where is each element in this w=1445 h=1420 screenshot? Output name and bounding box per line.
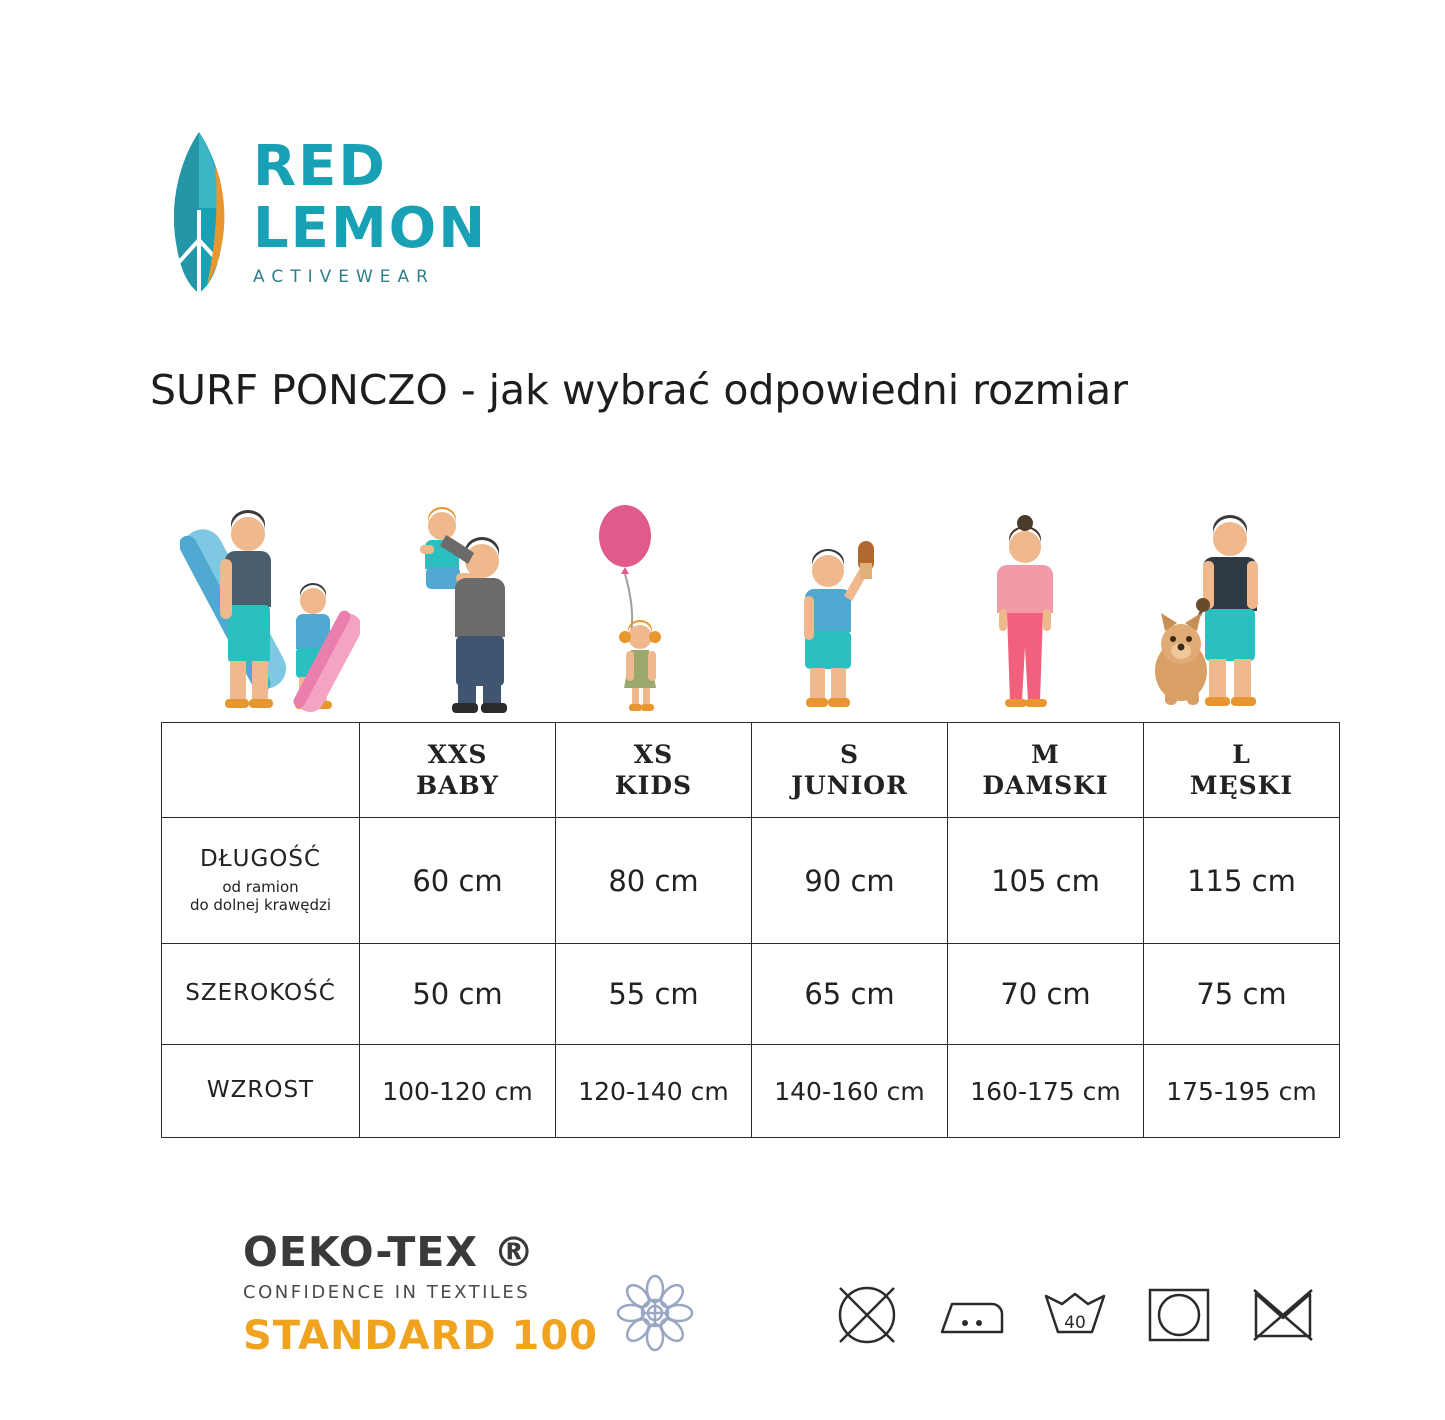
man-with-dog <box>1135 501 1295 720</box>
woman-standing <box>965 501 1085 720</box>
table-col-head-l <box>1144 723 1340 818</box>
girl-with-balloon <box>592 501 702 720</box>
col-size: XXS <box>427 739 488 769</box>
cell-wzrost-m: 160-175 cm <box>948 1045 1144 1138</box>
oeko-tex-subtitle: CONFIDENCE IN TEXTILES <box>243 1282 531 1303</box>
table-col-head-m <box>948 723 1144 818</box>
oeko-tex-standard: STANDARD 100 <box>243 1313 599 1359</box>
tumble-dry-icon <box>1142 1278 1216 1352</box>
row-label-dlugosc <box>162 818 360 944</box>
cell-dlugosc-xxs: 60 cm <box>360 818 556 944</box>
oeko-tex-flower-icon <box>607 1265 703 1365</box>
figure-row <box>160 470 1288 720</box>
cell-szerokosc-s: 65 cm <box>752 944 948 1045</box>
oeko-tex-title: OEKO-TEX ® <box>243 1228 536 1276</box>
surfboard-leaf-icon <box>163 130 235 295</box>
care-instructions <box>830 1278 1320 1352</box>
cell-wzrost-l: 175-195 cm <box>1144 1045 1340 1138</box>
table-row <box>162 818 1340 944</box>
table-col-head-s <box>752 723 948 818</box>
iron-low-heat-icon <box>934 1278 1008 1352</box>
col-size: S <box>839 739 860 769</box>
cell-dlugosc-m: 105 cm <box>948 818 1144 944</box>
table-row <box>162 1045 1340 1138</box>
table-corner-cell <box>162 723 360 818</box>
cell-szerokosc-m: 70 cm <box>948 944 1144 1045</box>
cell-szerokosc-l: 75 cm <box>1144 944 1340 1045</box>
cell-dlugosc-xs: 80 cm <box>556 818 752 944</box>
do-not-bleach-icon <box>830 1278 904 1352</box>
row-label-szerokosc: SZEROKOŚĆ <box>162 944 360 1045</box>
brand-tagline: ACTIVEWEAR <box>253 267 435 287</box>
wash-temp-label: 40 <box>1064 1313 1086 1333</box>
father-lifting-baby <box>390 501 540 720</box>
col-group: DAMSKI <box>982 771 1109 800</box>
size-table <box>161 722 1340 1138</box>
brand-logo <box>163 130 487 295</box>
table-col-head-xs <box>556 723 752 818</box>
cell-dlugosc-l: 115 cm <box>1144 818 1340 944</box>
col-size: XS <box>633 739 674 769</box>
boy-with-ice-cream <box>780 501 900 720</box>
row-label-sub: od ramion do dolnej krawędzi <box>189 877 332 915</box>
col-group: JUNIOR <box>791 771 908 800</box>
oeko-tex-certification <box>243 1228 663 1359</box>
table-row <box>162 944 1340 1045</box>
table-header-row <box>162 723 1340 818</box>
cell-wzrost-s: 140-160 cm <box>752 1045 948 1138</box>
cell-wzrost-xs: 120-140 cm <box>556 1045 752 1138</box>
col-group: KIDS <box>614 771 693 800</box>
cell-szerokosc-xs: 55 cm <box>556 944 752 1045</box>
cell-wzrost-xxs: 100-120 cm <box>360 1045 556 1138</box>
do-not-dry-clean-icon <box>1246 1278 1320 1352</box>
wash-40-icon <box>1038 1278 1112 1352</box>
page-title: SURF PONCZO - jak wybrać odpowiedni rozmiar <box>150 366 1128 414</box>
col-group: BABY <box>415 771 500 800</box>
col-group: MĘSKI <box>1189 771 1294 800</box>
man-with-surfboards-and-child <box>180 501 360 720</box>
col-size: M <box>1031 739 1060 769</box>
brand-name-line2: LEMON <box>253 196 488 261</box>
table-col-head-xxs <box>360 723 556 818</box>
row-label-wzrost: WZROST <box>162 1045 360 1138</box>
col-size: L <box>1232 739 1251 769</box>
brand-name-line1: RED <box>253 134 387 199</box>
cell-dlugosc-s: 90 cm <box>752 818 948 944</box>
cell-szerokosc-xxs: 50 cm <box>360 944 556 1045</box>
row-label-text: DŁUGOŚĆ <box>199 845 322 872</box>
